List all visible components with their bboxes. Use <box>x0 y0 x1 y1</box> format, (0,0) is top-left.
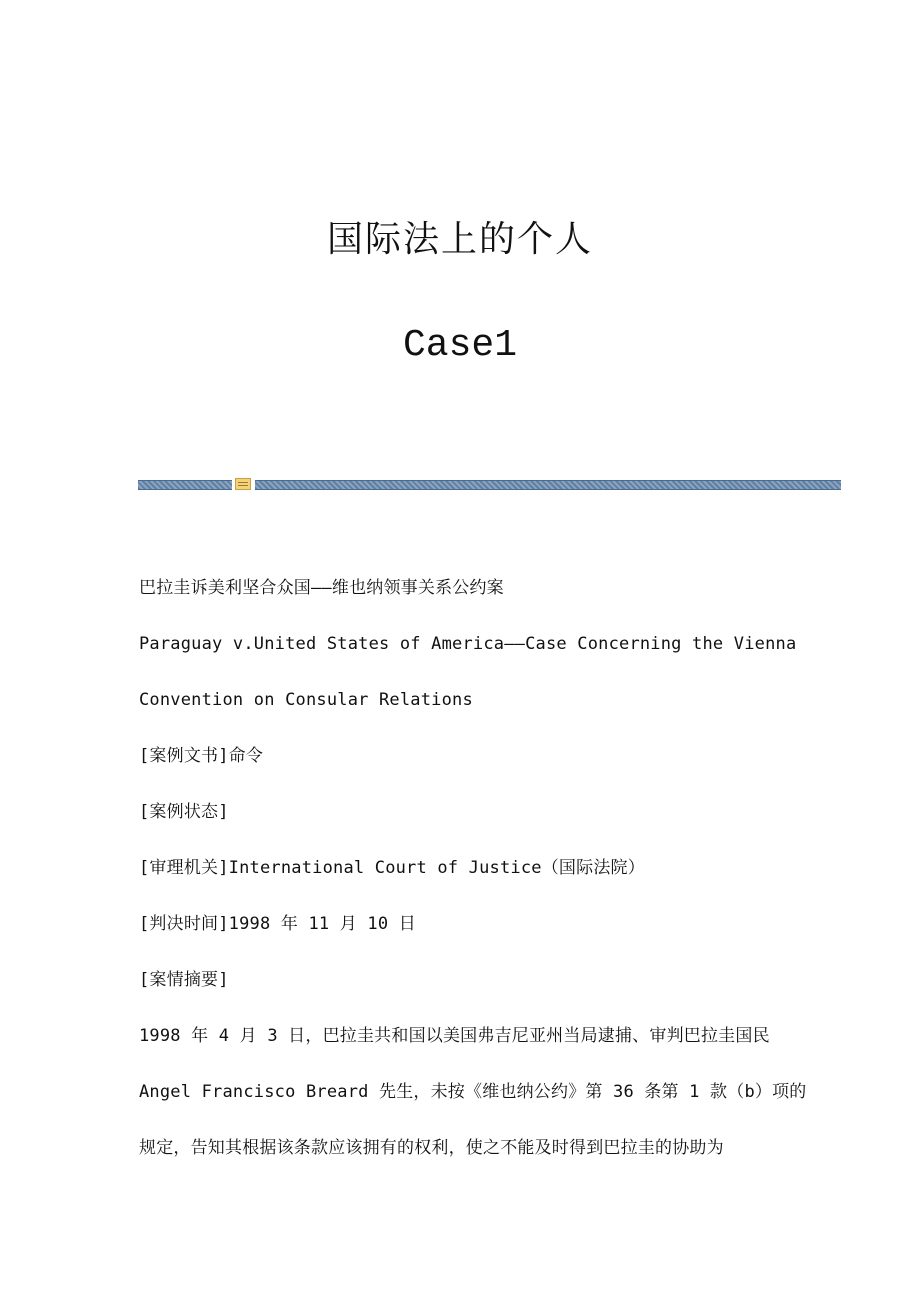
divider-bar-right <box>255 480 841 490</box>
case-judgment-date: [判决时间]1998 年 11 月 10 日 <box>139 914 416 934</box>
case-name-en-line-1: Paraguay v.United States of America——Case Concerning the Vienna <box>139 634 797 654</box>
section-divider <box>138 478 841 490</box>
case-court: [审理机关]International Court of Justice（国际法院） <box>139 858 645 878</box>
case-name-en-line-2: Convention on Consular Relations <box>139 690 473 710</box>
case-summary-heading: [案情摘要] <box>139 970 229 990</box>
document-subtitle: Case1 <box>402 324 518 367</box>
case-status: [案例状态] <box>139 802 229 822</box>
document-title: 国际法上的个人 <box>326 219 593 260</box>
case-summary-line-2: Angel Francisco Breard 先生，未按《维也纳公约》第 36 条第 1 款（b）项的 <box>139 1082 807 1102</box>
case-document-type: [案例文书]命令 <box>139 746 264 766</box>
envelope-icon <box>235 478 251 490</box>
case-summary-line-1: 1998 年 4 月 3 日，巴拉圭共和国以美国弗吉尼亚州当局逮捕、审判巴拉圭国民 <box>139 1026 770 1046</box>
document-body <box>139 568 819 1184</box>
case-name-zh: 巴拉圭诉美利坚合众国——维也纳领事关系公约案 <box>139 578 504 598</box>
case-summary-line-3: 规定，告知其根据该条款应该拥有的权利，使之不能及时得到巴拉圭的协助为 <box>139 1138 724 1158</box>
divider-bar-left <box>138 480 232 490</box>
